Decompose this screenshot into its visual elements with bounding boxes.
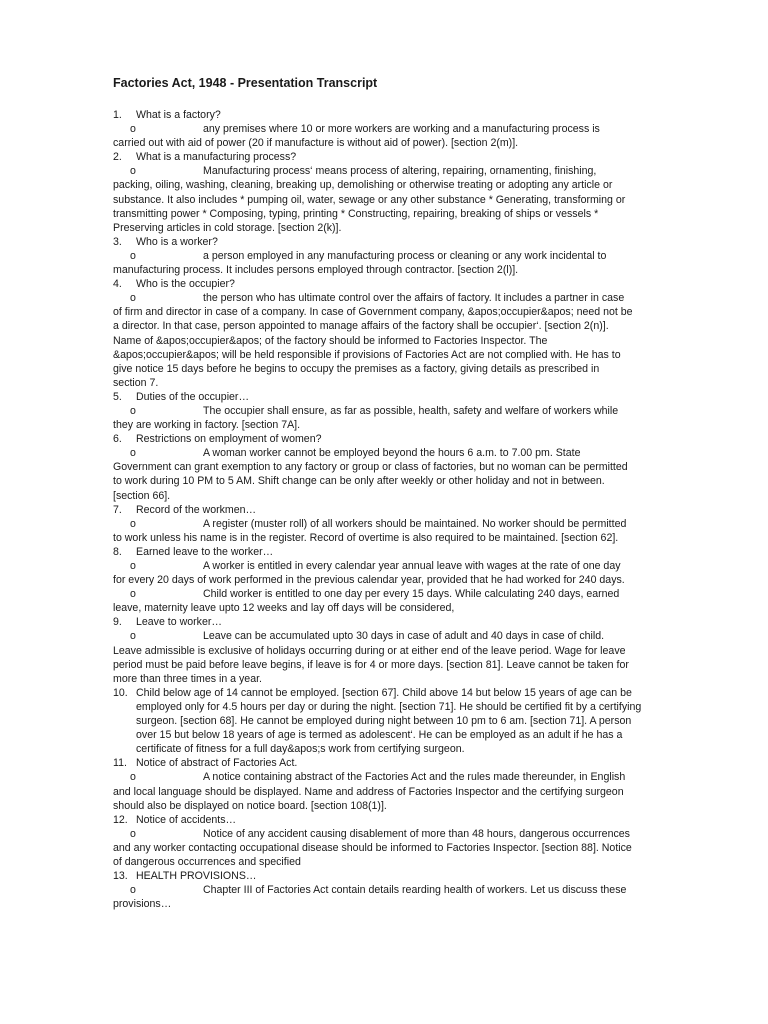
item-number: 9. — [113, 616, 122, 629]
answer-paragraph — [113, 404, 635, 432]
bullet-marker: o — [130, 404, 136, 417]
list-item — [0, 503, 768, 545]
document-title: Factories Act, 1948 - Presentation Transcript — [113, 76, 378, 90]
answer-paragraph — [113, 517, 635, 545]
answer-text: A woman worker cannot be employed beyond the hours 6 a.m. to 7.00 pm. State Government can grant exemption to any factory or group or class of factories, but no woman can be permitted to work during 10 PM to 5 AM. Shift change can be only after weekly or other holiday and not in between. [section 66]. — [113, 447, 628, 502]
question-row — [0, 108, 768, 122]
answer-paragraph — [113, 291, 635, 390]
question-text: Leave to worker… — [136, 616, 222, 629]
item-number: 5. — [113, 390, 122, 403]
question-text: Restrictions on employment of women? — [136, 433, 322, 446]
question-row — [0, 756, 768, 770]
question-text: HEALTH PROVISIONS… — [136, 870, 257, 883]
list-item — [0, 615, 768, 685]
answer-paragraph — [113, 559, 635, 587]
answer-paragraph — [113, 164, 635, 234]
item-number: 3. — [113, 235, 122, 248]
question-text: Who is a worker? — [136, 235, 218, 248]
question-row — [0, 390, 768, 404]
bullet-marker: o — [130, 165, 136, 178]
question-row — [0, 615, 768, 629]
question-text: What is a manufacturing process? — [136, 151, 297, 164]
answer-text: A register (muster roll) of all workers should be maintained. No worker should be permitted to work unless his name is in the register. Record of overtime is also required to be maintained. [section 62]. — [113, 517, 627, 544]
question-row — [0, 432, 768, 446]
answer-paragraph — [113, 629, 635, 685]
item-number: 1. — [113, 109, 122, 121]
bullet-marker: o — [130, 771, 136, 784]
answer-text: Notice of any accident causing disablement of more than 48 hours, dangerous occurrences and any worker contacting occupational disease should be informed to Factories Inspector. [section 88]. Notice of dangerous occurrences and specified — [113, 827, 632, 868]
bullet-marker: o — [130, 249, 136, 262]
question-row — [0, 503, 768, 517]
answer-paragraph — [113, 249, 635, 277]
question-text: Duties of the occupier… — [136, 390, 250, 403]
answer-paragraph — [113, 587, 635, 615]
question-list — [0, 108, 768, 911]
bullet-marker: o — [130, 827, 136, 840]
item-number: 4. — [113, 278, 122, 291]
question-text: Earned leave to the worker… — [136, 545, 274, 558]
item-number: 10. — [113, 686, 128, 699]
list-item — [0, 432, 768, 502]
question-row — [0, 235, 768, 249]
item-number: 8. — [113, 545, 122, 558]
answer-text: any premises where 10 or more workers are working and a manufacturing process is carried out with aid of power (20 if manufacture is without aid of power). [section 2(m)]. — [113, 123, 600, 150]
answer-text: Manufacturing process‘ means process of altering, repairing, ornamenting, finishing, packing, oiling, washing, cleaning, breaking up, demolishing or otherwise treating or adopting any article or substance. It also includes * pumping oil, water, sewage or any other substance * Generating, transforming or transmitting power * Composing, typing, printing * Constructing, repairing, breaking of ships or vessels * Preserving articles in cold storage. [section 2(k)]. — [113, 165, 626, 234]
bullet-marker: o — [130, 588, 136, 601]
list-item — [0, 108, 768, 150]
question-text: Notice of abstract of Factories Act. — [136, 757, 298, 770]
question-text: What is a factory? — [136, 109, 221, 121]
list-item — [0, 150, 768, 235]
item-number: 11. — [113, 757, 127, 770]
list-item — [0, 277, 768, 390]
list-item — [0, 390, 768, 432]
answer-text: a person employed in any manufacturing process or cleaning or any work incidental to manufacturing process. It includes persons employed through contractor. [section 2(l)]. — [113, 249, 607, 277]
answer-text: Leave can be accumulated upto 30 days in case of adult and 40 days in case of child. Leave admissible is exclusive of holidays occurring during or at either end of the leave period. Wage for leave period must be paid before leave begins, if leave is for 4 or more days. [section 81]. Leave cannot be taken for more than three times in a year. — [113, 630, 629, 685]
bullet-marker: o — [130, 123, 136, 136]
answer-paragraph — [113, 827, 635, 869]
item-number: 7. — [113, 503, 122, 516]
question-row — [0, 869, 768, 883]
bullet-marker: o — [130, 517, 136, 530]
question-row — [0, 813, 768, 827]
answer-paragraph — [113, 122, 635, 150]
bullet-marker: o — [130, 630, 136, 643]
item-number: 2. — [113, 151, 122, 164]
item-number: 6. — [113, 433, 122, 446]
bullet-marker: o — [130, 447, 136, 460]
answer-text: the person who has ultimate control over the affairs of factory. It includes a partner in case of firm and director in case of a company. In case of Government company, &apos;occupier&apos; need not be a director. In that case, person appointed to manage affairs of the factory shall be occupier‘. [section 2(n)]. Name of &apos;occupier&apos; of the factory should be informed to Factories Inspector. The &apos;occupier&apos; will be held responsible if provisions of Factories Act are not complied with. He has to give notice 15 days before he begins to occupy the premises as a factory, giving details as prescribed in section 7. — [113, 292, 633, 389]
bullet-marker: o — [130, 884, 136, 897]
list-item — [0, 686, 768, 756]
answer-text: The occupier shall ensure, as far as possible, health, safety and welfare of workers while they are working in factory. [section 7A]. — [113, 404, 619, 432]
item-number: 13. — [113, 870, 128, 883]
question-row — [0, 686, 768, 756]
question-row — [0, 277, 768, 291]
question-row — [0, 150, 768, 164]
question-text: Who is the occupier? — [136, 278, 235, 291]
answer-text: A notice containing abstract of the Factories Act and the rules made thereunder, in English and local language should be displayed. Name and address of Factories Inspector and the certifying surgeon should also be displayed on notice board. [section 108(1)]. — [113, 771, 626, 812]
answer-text: Chapter III of Factories Act contain details rearding health of workers. Let us discuss these provisions… — [113, 884, 627, 911]
answer-paragraph — [113, 883, 635, 911]
list-item — [0, 813, 768, 869]
question-text: Child below age of 14 cannot be employed. [section 67]. Child above 14 but below 15 years of age can be employed only for 4.5 hours per day or during the night. [section 71]. He should be certified fit by a certifying surgeon. [section 68]. He cannot be employed during night between 10 pm to 6 am. [section 71]. A person over 15 but below 18 years of age is termed as adolescent‘. He can be employed as an adult if he has a certificate of fitness for a full day&apos;s work from certifying surgeon. — [136, 686, 642, 756]
item-number: 12. — [113, 813, 128, 826]
list-item — [0, 235, 768, 277]
answer-paragraph — [113, 446, 635, 502]
list-item — [0, 756, 768, 812]
list-item — [0, 545, 768, 615]
question-text: Notice of accidents… — [136, 813, 237, 826]
list-item — [0, 869, 768, 911]
bullet-marker: o — [130, 292, 136, 305]
answer-text: Child worker is entitled to one day per every 15 days. While calculating 240 days, earned leave, maternity leave upto 12 weeks and lay off days will be considered, — [113, 588, 620, 615]
answer-text: A worker is entitled in every calendar year annual leave with wages at the rate of one day for every 20 days of work performed in the previous calendar year, provided that he had worked for 240 days. — [113, 560, 625, 587]
question-text: Record of the workmen… — [136, 503, 257, 516]
bullet-marker: o — [130, 560, 136, 572]
answer-paragraph — [113, 770, 635, 812]
question-row — [0, 545, 768, 559]
